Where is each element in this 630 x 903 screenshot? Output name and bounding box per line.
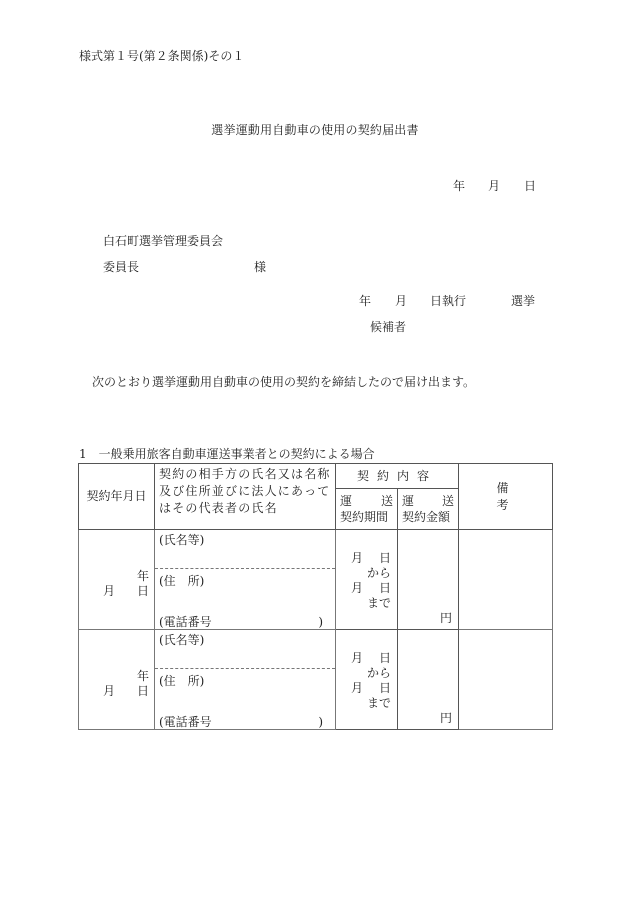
- from-day-label: 日: [378, 651, 391, 665]
- header-amount-c: 契約金額: [402, 510, 451, 524]
- address-label: (住 所): [159, 574, 205, 588]
- name-label: (氏名等): [159, 633, 205, 647]
- yen-label: 円: [440, 610, 453, 625]
- row-month-label: 月: [103, 684, 116, 698]
- row-day-label: 日: [136, 684, 149, 698]
- from-month-label: 月: [350, 651, 363, 665]
- dashed-divider: [155, 668, 335, 669]
- phone-label: (電話番号: [159, 615, 212, 629]
- to-label: まで: [366, 596, 391, 610]
- date-day-label: 日: [524, 179, 537, 193]
- remarks-cell[interactable]: [459, 530, 553, 630]
- row-day-label: 日: [136, 584, 149, 598]
- from-label: から: [366, 666, 391, 680]
- row-month-label: 月: [103, 584, 116, 598]
- addressee-chairman: 委員長: [103, 260, 140, 274]
- header-transport-amount: [398, 489, 459, 530]
- contract-date-cell[interactable]: [79, 530, 155, 630]
- phone-close-paren: ): [318, 715, 323, 729]
- date-month-label: 月: [488, 179, 501, 193]
- to-day-label: 日: [378, 681, 391, 695]
- addressee-committee: 白石町選挙管理委員会: [103, 234, 224, 248]
- section-title: 1 一般乗用旅客自動車運送事業者との契約による場合: [79, 447, 375, 461]
- remarks-cell[interactable]: [459, 630, 553, 730]
- address-label: (住 所): [159, 674, 205, 688]
- form-number: 様式第１号(第２条関係)その１: [79, 49, 245, 63]
- header-party: 契約の相手方の氏名又は名称及び住所並びに法人にあってはその代表者の氏名: [155, 464, 336, 530]
- header-transport-period: [336, 489, 398, 530]
- document-title: 選挙運動用自動車の使用の契約届出書: [211, 123, 419, 137]
- header-period-a: 運: [340, 493, 353, 508]
- election-month-label: 月: [395, 294, 408, 308]
- header-period-b: 送: [380, 493, 393, 508]
- transport-period-cell[interactable]: [336, 530, 398, 630]
- header-period-c: 契約期間: [340, 510, 389, 524]
- table-row: [79, 630, 553, 730]
- name-label: (氏名等): [159, 533, 205, 547]
- phone-close-paren: ): [318, 615, 323, 629]
- header-contract-content: 契約内容: [336, 464, 459, 489]
- yen-label: 円: [440, 710, 453, 725]
- candidate-label: 候補者: [370, 320, 407, 334]
- transport-amount-cell[interactable]: [398, 530, 459, 630]
- header-amount-a: 運: [402, 493, 415, 508]
- header-contract-date: 契約年月日: [79, 464, 155, 530]
- party-cell[interactable]: [155, 530, 336, 630]
- transport-amount-cell[interactable]: [398, 630, 459, 730]
- to-day-label: 日: [378, 581, 391, 595]
- phone-label: (電話番号: [159, 715, 212, 729]
- to-month-label: 月: [350, 681, 363, 695]
- date-year-label: 年: [453, 179, 466, 193]
- row-year-label: 年: [136, 569, 149, 583]
- addressee-honorific: 様: [254, 260, 267, 274]
- party-cell[interactable]: [155, 630, 336, 730]
- from-label: から: [366, 566, 391, 580]
- from-month-label: 月: [350, 551, 363, 565]
- header-amount-b: 送: [442, 493, 455, 508]
- from-day-label: 日: [378, 551, 391, 565]
- to-month-label: 月: [350, 581, 363, 595]
- row-year-label: 年: [136, 669, 149, 683]
- intro-text: 次のとおり選挙運動用自動車の使用の契約を締結したので届け出ます。: [92, 375, 476, 389]
- election-day-executed-label: 日執行: [430, 294, 467, 308]
- contract-date-cell[interactable]: [79, 630, 155, 730]
- transport-period-cell[interactable]: [336, 630, 398, 730]
- dashed-divider: [155, 568, 335, 569]
- table-row: [79, 530, 553, 630]
- to-label: まで: [366, 696, 391, 710]
- election-year-label: 年: [359, 294, 372, 308]
- header-remarks: 備考: [459, 464, 553, 530]
- election-label: 選挙: [511, 294, 536, 308]
- contract-table: [78, 463, 553, 730]
